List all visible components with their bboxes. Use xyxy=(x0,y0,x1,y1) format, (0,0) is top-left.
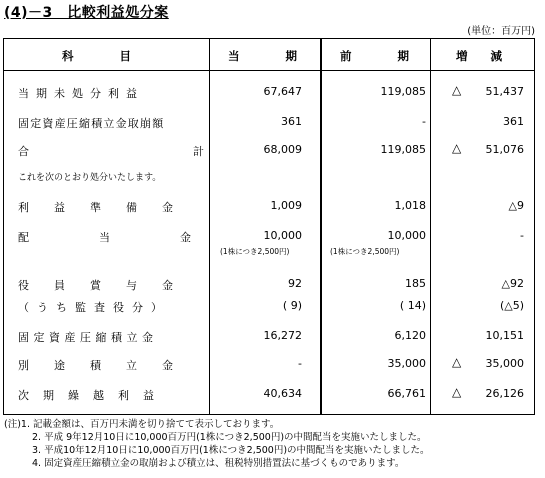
previous-value: - xyxy=(422,115,426,128)
footnote: 4. 固定資産圧縮積立金の取崩および積立は、租税特別措置法に基づくものであります。 xyxy=(32,458,405,469)
total-label-left: 合 xyxy=(18,145,29,158)
current-value: 67,647 xyxy=(263,85,302,98)
previous-value: 35,000 xyxy=(387,357,426,370)
change-value: △92 xyxy=(501,277,524,290)
total-label-right: 計 xyxy=(193,145,204,158)
current-value: - xyxy=(298,357,302,370)
header-previous: 前 期 xyxy=(340,49,409,63)
row-label: 別途積立金 xyxy=(18,359,198,372)
row-label: 役員賞与金 xyxy=(18,279,198,292)
column-divider xyxy=(209,39,210,414)
previous-dividend-note: (1株につき2,500円) xyxy=(330,247,400,256)
previous-value: 6,120 xyxy=(394,329,426,342)
change-value: 361 xyxy=(503,115,524,128)
current-dividend-note: (1株につき2,500円) xyxy=(220,247,290,256)
row-label: 固定資産圧縮積立金 xyxy=(18,331,158,344)
header-change: 増 減 xyxy=(456,49,502,63)
change-value: 10,151 xyxy=(485,329,524,342)
page-title: (4)－3 比較利益処分案 xyxy=(4,5,169,21)
previous-value: 66,761 xyxy=(387,387,426,400)
change-value: - xyxy=(520,229,524,242)
appropriation-caption: これを次のとおり処分いたします。 xyxy=(18,173,162,183)
row-label: 配当金 xyxy=(18,231,261,244)
row-label-total xyxy=(18,143,204,159)
change-value: 51,437 xyxy=(485,85,524,98)
current-value: 1,009 xyxy=(270,199,302,212)
unit-label: (単位：百万円) xyxy=(467,26,535,37)
row-label: （うち監査役分） xyxy=(18,301,170,314)
header-item: 科 目 xyxy=(62,49,131,63)
current-value: 16,272 xyxy=(263,329,302,342)
row-label: 固定資産圧縮積立金取崩額 xyxy=(18,117,165,130)
decrease-mark: △ xyxy=(452,355,462,369)
column-divider xyxy=(430,39,431,414)
row-label: 当期未処分利益 xyxy=(18,87,144,100)
column-divider xyxy=(320,39,322,414)
previous-value: 185 xyxy=(405,277,426,290)
footnotes xyxy=(4,418,430,470)
row-label: 利益準備金 xyxy=(18,201,198,214)
current-value: 10,000 xyxy=(263,229,302,242)
current-value: ( 9) xyxy=(282,299,302,312)
previous-value: 10,000 xyxy=(387,229,426,242)
header-current: 当 期 xyxy=(228,49,297,63)
previous-value: 119,085 xyxy=(380,143,426,156)
previous-value: ( 14) xyxy=(399,299,426,312)
decrease-mark: △ xyxy=(452,141,462,155)
decrease-mark: △ xyxy=(452,83,462,97)
previous-value: 1,018 xyxy=(394,199,426,212)
change-value: 26,126 xyxy=(485,387,524,400)
footnote: (注)1. 記載金額は、百万円未満を切り捨てて表示しております。 xyxy=(4,419,280,430)
profit-appropriation-table xyxy=(3,38,535,415)
current-value: 92 xyxy=(288,277,302,290)
row-label: 次期繰越利益 xyxy=(18,389,168,402)
change-value: 35,000 xyxy=(485,357,524,370)
decrease-mark: △ xyxy=(452,385,462,399)
change-value: (△5) xyxy=(499,299,524,312)
previous-value: 119,085 xyxy=(380,85,426,98)
current-value: 361 xyxy=(281,115,302,128)
current-value: 40,634 xyxy=(263,387,302,400)
current-value: 68,009 xyxy=(263,143,302,156)
footnote: 2. 平成 9年12月10日に10,000百万円(1株につき2,500円)の中間配当を実施いたしました。 xyxy=(32,432,427,443)
change-value: △9 xyxy=(508,199,524,212)
footnote: 3. 平成10年12月10日に10,000百万円(1株につき2,500円)の中間配当を実施いたしました。 xyxy=(32,445,430,456)
change-value: 51,076 xyxy=(485,143,524,156)
